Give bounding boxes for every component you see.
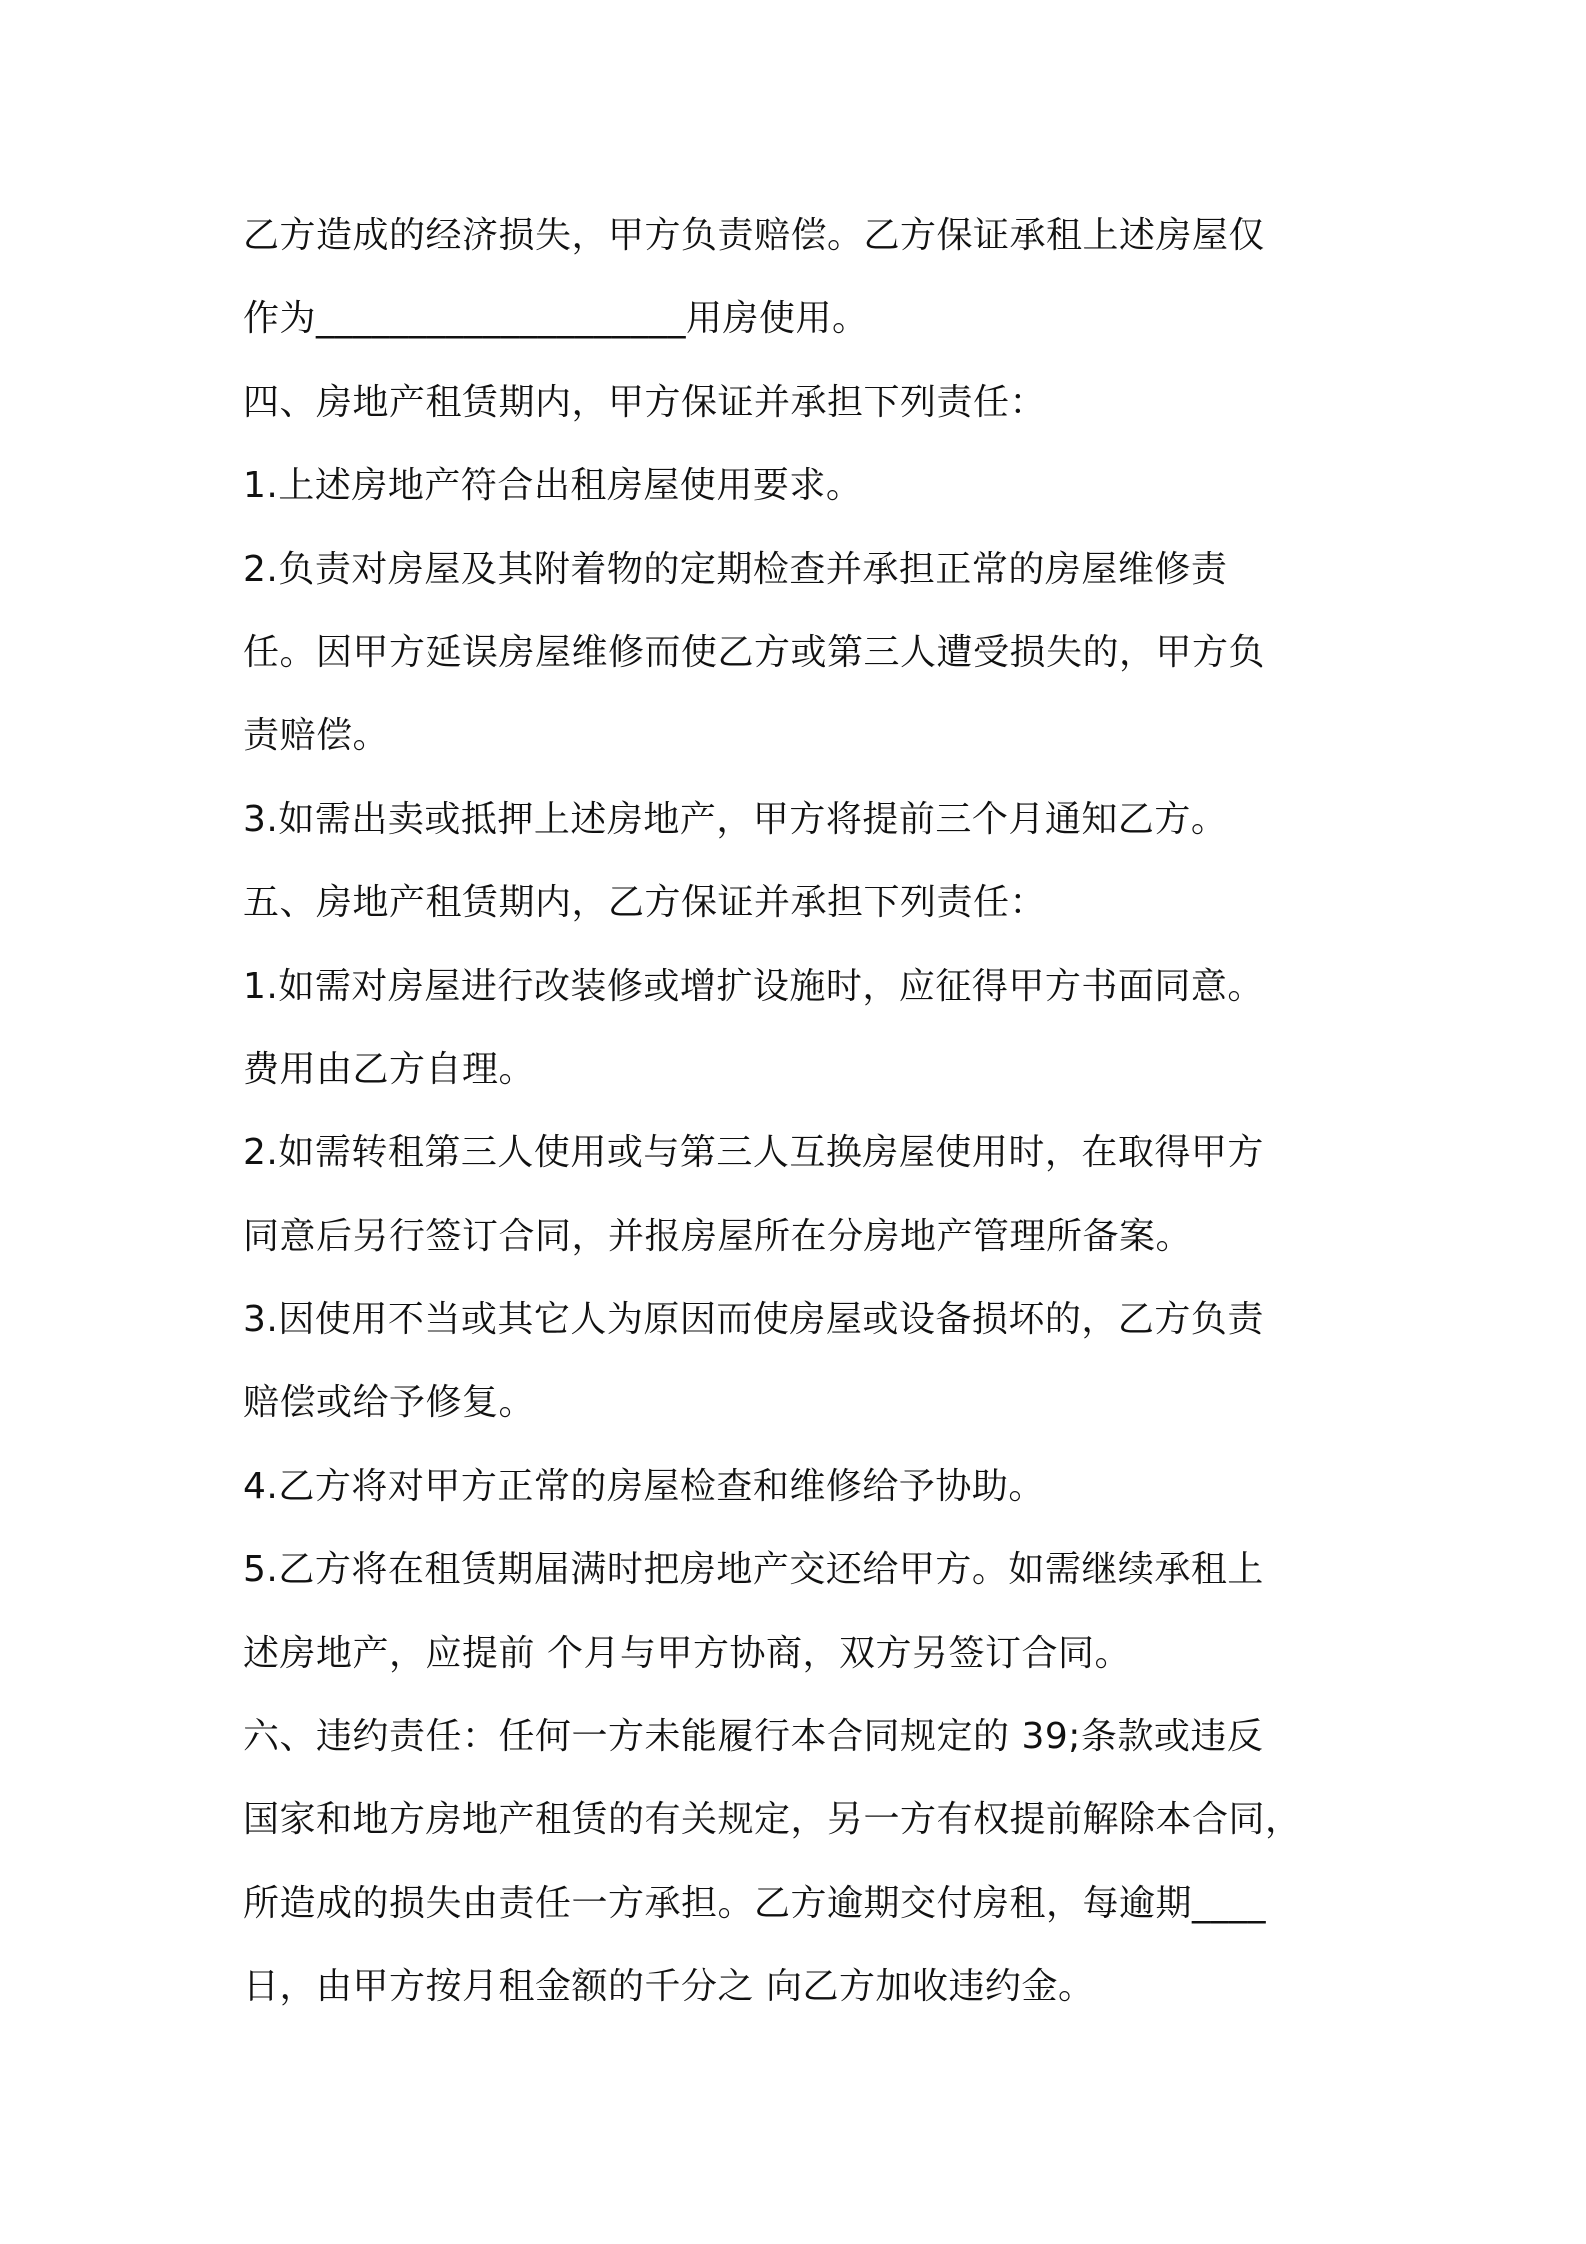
text-line: 4.乙方将对甲方正常的房屋检查和维修给予协助。: [243, 1465, 1045, 1507]
text-line: 5.乙方将在租赁期届满时把房地产交还给甲方。如需继续承租上: [243, 1549, 1264, 1591]
section-heading: 四、房地产租赁期内，甲方保证并承担下列责任：: [243, 381, 1047, 423]
section-heading: 六、违约责任：任何一方未能履行本合同规定的 39;条款或违反: [243, 1716, 1264, 1758]
text-line: 3.因使用不当或其它人为原因而使房屋或设备损坏的，乙方负责: [243, 1299, 1264, 1341]
text-line: 1.如需对房屋进行改装修或增扩设施时，应征得甲方书面同意。: [243, 965, 1264, 1007]
document-body: [243, 194, 1383, 2029]
section-heading: 五、房地产租赁期内，乙方保证并承担下列责任：: [243, 882, 1047, 924]
text-line: 3.如需出卖或抵押上述房地产，甲方将提前三个月通知乙方。: [243, 798, 1228, 840]
text-line: 国家和地方房地产租赁的有关规定，另一方有权提前解除本合同，: [243, 1799, 1302, 1841]
text-line: 乙方造成的经济损失，甲方负责赔偿。乙方保证承租上述房屋仅: [243, 215, 1266, 256]
text-line: 责赔偿。: [243, 715, 390, 757]
text-line: 赔偿或给予修复。: [243, 1382, 536, 1424]
text-line: 同意后另行签订合同，并报房屋所在分房地产管理所备案。: [243, 1215, 1193, 1257]
text-line: 日，由甲方按月租金额的千分之 向乙方加收违约金。: [243, 1966, 1095, 2008]
text-line: 所造成的损失由责任一方承担。乙方逾期交付房租，每逾期____: [243, 1882, 1267, 1924]
text-line: 2.负责对房屋及其附着物的定期检查并承担正常的房屋维修责: [243, 548, 1228, 590]
text-line: 费用由乙方自理。: [243, 1048, 536, 1090]
text-line: 2.如需转租第三人使用或与第三人互换房屋使用时，在取得甲方: [243, 1132, 1264, 1174]
text-line: 述房地产，应提前 个月与甲方协商，双方另签订合同。: [243, 1632, 1131, 1674]
text-line: 任。因甲方延误房屋维修而使乙方或第三人遭受损失的，甲方负: [243, 631, 1266, 673]
text-line: 1.上述房地产符合出租房屋使用要求。: [243, 465, 863, 507]
text-line: 作为____________________用房使用。: [243, 298, 869, 340]
